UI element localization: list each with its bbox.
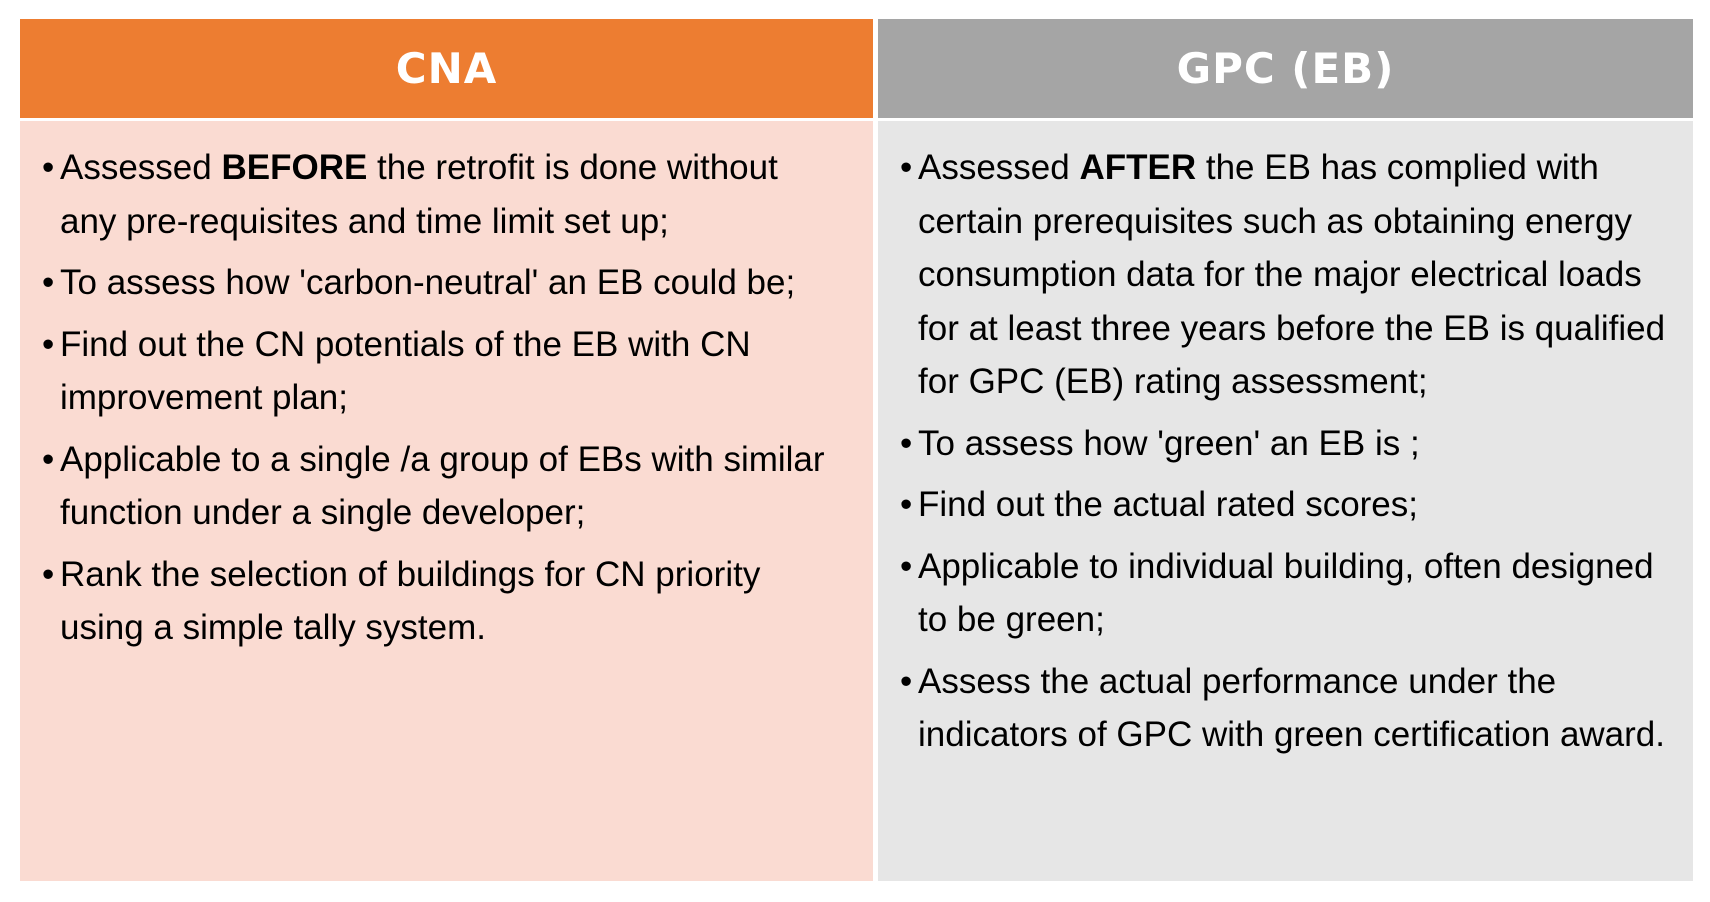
cna-item-4 — [42, 433, 843, 540]
cna-header: CNA — [20, 19, 873, 118]
gpc-item-4 — [900, 540, 1673, 647]
bullet-icon: • — [42, 148, 55, 187]
cna-item-1-text-a: Assessed — [60, 148, 222, 187]
gpc-header: GPC (EB) — [878, 19, 1693, 118]
bullet-icon: • — [42, 439, 55, 479]
cna-body — [20, 121, 873, 881]
bullet-icon: • — [42, 324, 55, 364]
gpc-body — [878, 121, 1693, 881]
cna-column — [20, 19, 873, 881]
gpc-item-2-text: To assess how 'green' an EB is ; — [918, 423, 1420, 463]
comparison-table — [20, 19, 1693, 881]
bullet-icon: • — [42, 263, 55, 302]
cna-item-5 — [42, 548, 843, 655]
cna-item-3 — [42, 318, 843, 425]
bullet-icon: • — [900, 661, 913, 701]
cna-item-1 — [42, 141, 843, 248]
gpc-item-5 — [900, 655, 1673, 762]
gpc-item-1-emphasis: AFTER — [1079, 148, 1197, 187]
gpc-item-4-text: Applicable to individual building, often designed to be green; — [918, 546, 1654, 639]
gpc-item-1 — [900, 141, 1673, 409]
cna-item-2-text: To assess how 'carbon-neutral' an EB could be; — [60, 263, 796, 302]
bullet-icon: • — [900, 148, 913, 187]
gpc-item-1-text-a: Assessed — [918, 148, 1080, 187]
gpc-item-5-text: Assess the actual performance under the indicators of GPC with green certification award. — [918, 661, 1665, 754]
cna-item-5-text: Rank the selection of buildings for CN priority using a simple tally system. — [60, 554, 761, 647]
gpc-column — [878, 19, 1693, 881]
bullet-icon: • — [900, 485, 913, 524]
bullet-icon: • — [900, 423, 913, 463]
bullet-icon: • — [42, 554, 55, 594]
gpc-item-3 — [900, 478, 1673, 532]
cna-item-4-text: Applicable to a single /a group of EBs with similar function under a single developer; — [60, 439, 825, 532]
cna-item-2 — [42, 256, 843, 310]
gpc-item-2 — [900, 417, 1673, 471]
gpc-item-3-text: Find out the actual rated scores; — [918, 485, 1418, 524]
cna-item-3-text: Find out the CN potentials of the EB with CN improvement plan; — [60, 324, 751, 417]
gpc-item-1-text-b: the EB has complied with certain prerequisites such as obtaining energy consumption data for the major electrical loads for at least three years before the EB is qualified for GPC (EB) rating assessment; — [918, 148, 1666, 401]
bullet-icon: • — [900, 546, 913, 586]
cna-item-1-text-b: the retrofit is done without any pre-requisites and time limit set up; — [60, 148, 778, 241]
cna-item-1-emphasis: BEFORE — [221, 148, 368, 187]
